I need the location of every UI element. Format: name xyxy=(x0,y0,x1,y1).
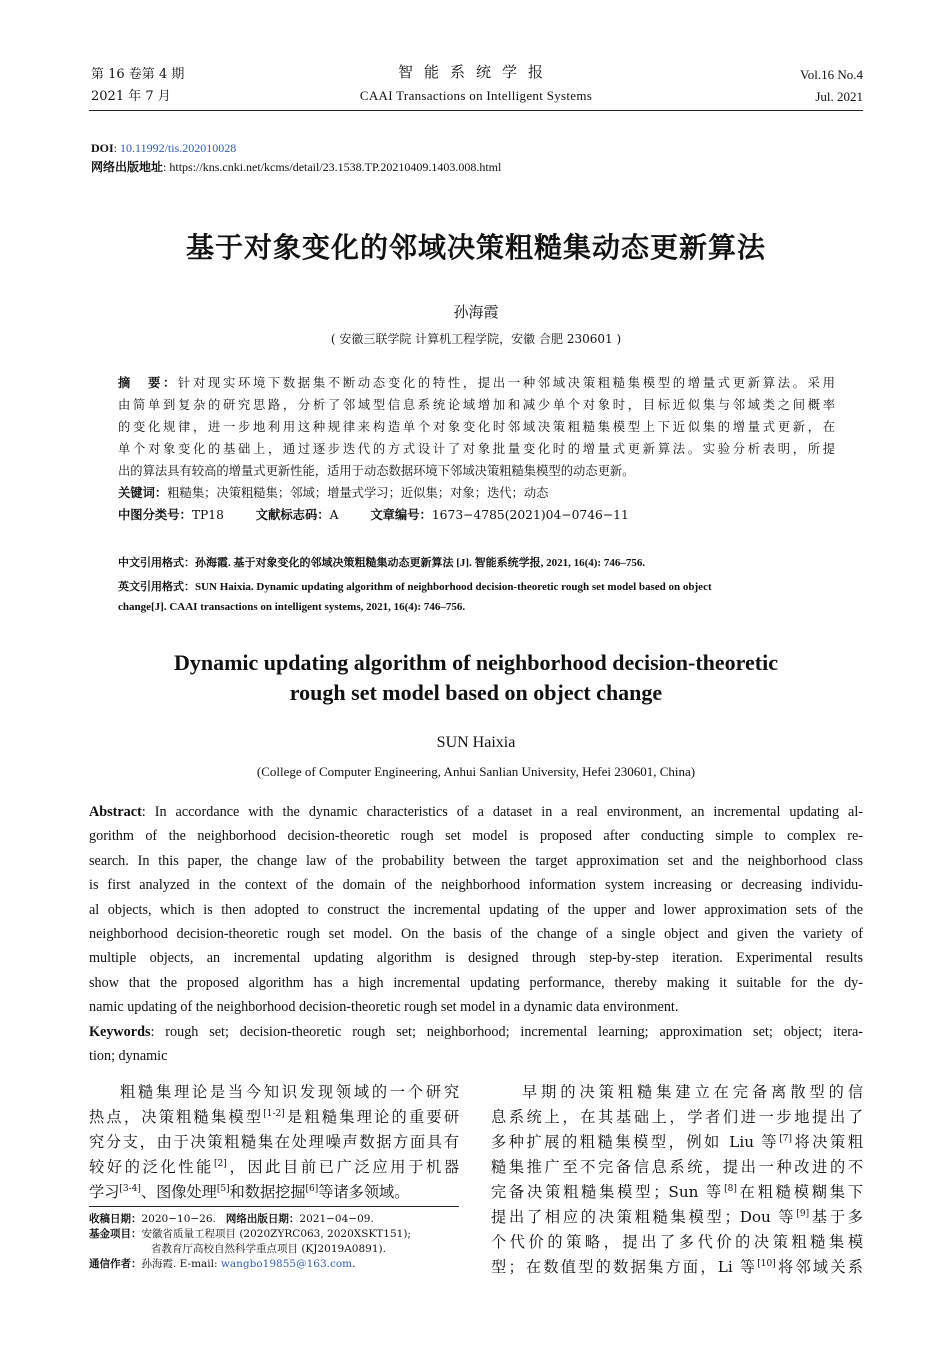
abstract-cn-line: 出的算法具有较高的增量式更新性能，适用于动态数据环境下邻域决策粗糙集模型的动态更新。 xyxy=(118,464,635,478)
paper-title-en xyxy=(0,648,952,708)
abstract-en-label: Abstract xyxy=(89,804,142,820)
body-left-column xyxy=(89,1080,459,1205)
abstract-cn-line: 的变化规律，进一步地利用这种规律来构造单个对象变化时邻域决策粗糙集模型上下近似集的增量式更新，在 xyxy=(118,420,835,434)
body-line: 较好的泛化性能[2]，因此目前已广泛应用于机器 xyxy=(89,1158,460,1176)
keywords-en-text: : rough set; decision-theoretic rough set; neighborhood; incremental learning; approximation set; object; itera- xyxy=(150,1023,863,1040)
body-line: 热点，决策粗糙集模型[1-2]是粗糙集理论的重要研 xyxy=(89,1108,460,1126)
volume-issue: 第 16 卷第 4 期 xyxy=(91,67,185,82)
citation-ref[interactable]: [3-4] xyxy=(119,1183,141,1194)
body-line: 提出了相应的决策粗糙集模型；Dou 等[9]基于多 xyxy=(491,1208,863,1226)
body-line: 息系统上，在其基础上，学者们进一步地提出了 xyxy=(491,1108,863,1126)
article-no-value: 1673−4785(2021)04−0746−11 xyxy=(431,508,629,522)
online-address-label: 网络出版地址 xyxy=(91,160,164,174)
abstract-en xyxy=(89,800,863,1068)
journal-name-cn: 智能系统学报 xyxy=(397,63,554,81)
classification-row: 中图分类号：TP18 文献标志码：A 文章编号：1673−4785(2021)04−0746−11 xyxy=(118,507,629,522)
doc-code-label: 文献标志码 xyxy=(255,507,318,522)
footnote-divider xyxy=(89,1206,459,1207)
citation-cn-label: 中文引用格式 xyxy=(118,557,184,569)
email-link[interactable]: wangbo19855@163.com xyxy=(220,1258,353,1270)
journal-name-en: CAAI Transactions on Intelligent Systems xyxy=(359,88,593,103)
received-date: 2020−10−26. xyxy=(141,1213,216,1225)
received-label: 收稿日期 xyxy=(89,1213,131,1225)
body-right-column xyxy=(491,1080,863,1280)
fund-text: 省教育厅高校自然科学重点项目 (KJ2019A0891). xyxy=(151,1243,386,1255)
abstract-cn-label: 摘 要 xyxy=(118,375,163,390)
body-line: 多种扩展的粗糙集模型，例如 Liu 等[7]将决策粗 xyxy=(491,1133,863,1151)
abstract-cn-line: 单个对象变化的基础上，通过逐步迭代的方式设计了对象批量变化时的增量式更新算法。实验分析表明，所提 xyxy=(118,442,835,456)
publication-date-en: Jul. 2021 xyxy=(815,89,863,104)
body-line: 粗糙集理论是当今知识发现领域的一个研究 xyxy=(120,1083,459,1101)
fund-label: 基金项目 xyxy=(89,1228,131,1240)
online-date-label: 网络出版日期 xyxy=(225,1213,289,1225)
citation-cn: 孙海霞. 基于对象变化的邻域决策粗糙集动态更新算法 [J]. 智能系统学报, 2021, 16(4): 746–756. xyxy=(195,557,646,569)
doi-block: DOI: 10.11992/tis.202010028 网络出版地址: https://kns.cnki.net/kcms/detail/23.1538.TP.20210409.1403.008.html xyxy=(91,141,502,174)
body-line: 究分支，由于决策粗糙集在处理噪声数据方面具有 xyxy=(89,1133,459,1151)
article-no-label: 文章编号 xyxy=(370,507,420,522)
clc-label: 中图分类号 xyxy=(118,507,180,522)
citation-en-label: 英文引用格式 xyxy=(118,581,184,593)
title-en-line: rough set model based on object change xyxy=(289,680,663,705)
keywords-cn-label: 关键词 xyxy=(118,485,155,500)
doi-label: DOI xyxy=(91,141,114,155)
footnote-block: 收稿日期：2020−10−26. 网络出版日期：2021−04−09. 基金项目：安徽省质量工程项目 (2020ZYRC063, 2020XSKT151); 省教育厅高校自然科学重点项目 (KJ2019A0891). 通信作者：孙海霞. E-mail: wangbo19855@163.com. xyxy=(89,1212,465,1272)
abstract-en-line: gorithm of the neighborhood decision-theoretic rough set model is proposed after conducting simple to complex re- xyxy=(89,828,863,845)
online-address-url[interactable]: https://kns.cnki.net/kcms/detail/23.1538.TP.20210409.1403.008.html xyxy=(169,160,502,174)
citation-en-cont: change[J]. CAAI transactions on intelligent systems, 2021, 16(4): 746–756. xyxy=(118,601,466,613)
keywords-cn: 关键词：粗糙集；决策粗糙集；邻域；增量式学习；近似集；对象；迭代；动态 xyxy=(118,485,549,500)
volume-issue-en: Vol.16 No.4 xyxy=(800,67,863,82)
online-date: 2021−04−09. xyxy=(299,1213,374,1225)
citation-block: 中文引用格式：孙海霞. 基于对象变化的邻域决策粗糙集动态更新算法 [J]. 智能系统学报, 2021, 16(4): 746–756. 英文引用格式：SUN Haixia. Dynamic updating algorithm of neighborhood decision-theoretic rough set model based on object change[J]. CAAI transactions on intelligent systems, 2021, 16(4): 746–756. xyxy=(118,553,836,617)
keywords-en-text: tion; dynamic xyxy=(89,1048,168,1065)
body-line: 学习[3-4]、图像处理[5]和数据挖掘[6]等诸多领域。 xyxy=(89,1183,410,1201)
corresponding-label: 通信作者 xyxy=(89,1258,131,1270)
abstract-en-line: multiple objects, an incremental updating algorithm is designed through step-by-step iteration. Experimental results xyxy=(89,950,863,967)
title-en-line: Dynamic updating algorithm of neighborhood decision-theoretic xyxy=(173,650,778,675)
citation-ref[interactable]: [7] xyxy=(779,1133,792,1144)
keywords-cn-text: 粗糙集；决策粗糙集；邻域；增量式学习；近似集；对象；迭代；动态 xyxy=(167,486,549,500)
corresponding-author: 孙海霞. E-mail: xyxy=(141,1258,221,1270)
affiliation-cn: ( 安徽三联学院 计算机工程学院，安徽 合肥 230601 ) xyxy=(330,332,622,346)
citation-ref[interactable]: [5] xyxy=(216,1183,230,1194)
citation-ref[interactable]: [2] xyxy=(214,1158,227,1169)
keywords-en-label: Keywords xyxy=(89,1023,151,1040)
body-line: 完备决策粗糙集模型；Sun 等[8]在粗糙模糊集下 xyxy=(491,1183,864,1201)
body-line: 糙集推广至不完备信息系统，提出一种改进的不 xyxy=(491,1158,863,1176)
abstract-en-line: neighborhood decision-theoretic rough set model. On the basis of the change of a single object and given the variety of xyxy=(89,926,863,943)
clc-value: TP18 xyxy=(191,508,224,522)
abstract-en-line: al objects, which is then adopted to construct the incremental updating of the upper and lower approximation sets of the xyxy=(89,901,863,918)
abstract-cn-line: 由简单到复杂的研究思路，分析了邻域型信息系统论域增加和减少单个对象时，目标近似集与邻域类之间概率 xyxy=(118,398,835,412)
author-en: SUN Haixia xyxy=(436,734,516,751)
citation-ref[interactable]: [9] xyxy=(796,1208,810,1219)
abstract-en-line: namic updating of the neighborhood decision-theoretic rough set model in a dynamic data environment. xyxy=(89,999,679,1016)
doi-link[interactable]: 10.11992/tis.202010028 xyxy=(120,141,237,155)
citation-en: SUN Haixia. Dynamic updating algorithm of neighborhood decision-theoretic rough set model based on object xyxy=(195,581,712,593)
abstract-cn: 摘 要：针对现实环境下数据集不断动态变化的特性，提出一种邻域决策粗糙集模型的增量式更新算法。采用 由简单到复杂的研究思路，分析了邻域型信息系统论域增加和减少单个对象时，目标近似集与邻域类之间概率 的变化规律，进一步地利用这种规律来构造单个对象变化时邻域决策粗糙集模型上下近似集的增量式更新，在 单个对象变化的基础上，通过逐步迭代的方式设计了对象批量变化时的增量式更新算法。实验分析表明，所提 出的算法具有较高的增量式更新性能，适用于动态数据环境下邻域决策粗糙集模型的动态更新。 关键词：粗糙集；决策粗糙集；邻域；增量式学习；近似集；对象；迭代；动态 中图分类号：TP18 文献标志码：A 文章编号：1673−4785(2021)04−0746−11 xyxy=(118,372,835,526)
citation-ref[interactable]: [10] xyxy=(757,1258,776,1269)
fund-text: 安徽省质量工程项目 (2020ZYRC063, 2020XSKT151); xyxy=(141,1228,411,1240)
affiliation-en: (College of Computer Engineering, Anhui Sanlian University, Hefei 230601, China) xyxy=(256,764,696,779)
abstract-cn-line: 针对现实环境下数据集不断动态变化的特性，提出一种邻域决策粗糙集模型的增量式更新算法。采用 xyxy=(177,376,835,390)
citation-ref[interactable]: [8] xyxy=(724,1183,737,1194)
body-line: 型；在数值型的数据集方面，Li 等[10]将邻域关系 xyxy=(491,1258,863,1276)
header-right xyxy=(800,64,863,108)
doc-code-value: A xyxy=(329,508,339,522)
citation-ref[interactable]: [1-2] xyxy=(263,1108,285,1119)
body-line: 早期的决策粗糙集建立在完备离散型的信 xyxy=(522,1083,863,1101)
body-line: 个代价的策略，提出了多代价的决策粗糙集模 xyxy=(491,1233,863,1251)
paper-title-cn: 基于对象变化的邻域决策粗糙集动态更新算法 xyxy=(185,231,766,264)
abstract-en-line: : In accordance with the dynamic characteristics of a dataset in a real environment, an incremental updating al- xyxy=(141,804,863,820)
abstract-en-line: show that the proposed algorithm has a high incremental updating performance, thereby making it suitable for the dy- xyxy=(89,974,863,991)
citation-ref[interactable]: [6] xyxy=(305,1183,319,1194)
author-cn: 孙海霞 xyxy=(453,303,499,321)
header-divider xyxy=(89,110,863,111)
abstract-en-line: search. In this paper, the change law of the probability between the target approximation set and the neighborhood class xyxy=(89,852,863,869)
publication-date: 2021 年 7 月 xyxy=(91,89,171,104)
abstract-en-line: is first analyzed in the context of the domain of the neighborhood information system increasing or decreasing individu- xyxy=(89,877,863,894)
